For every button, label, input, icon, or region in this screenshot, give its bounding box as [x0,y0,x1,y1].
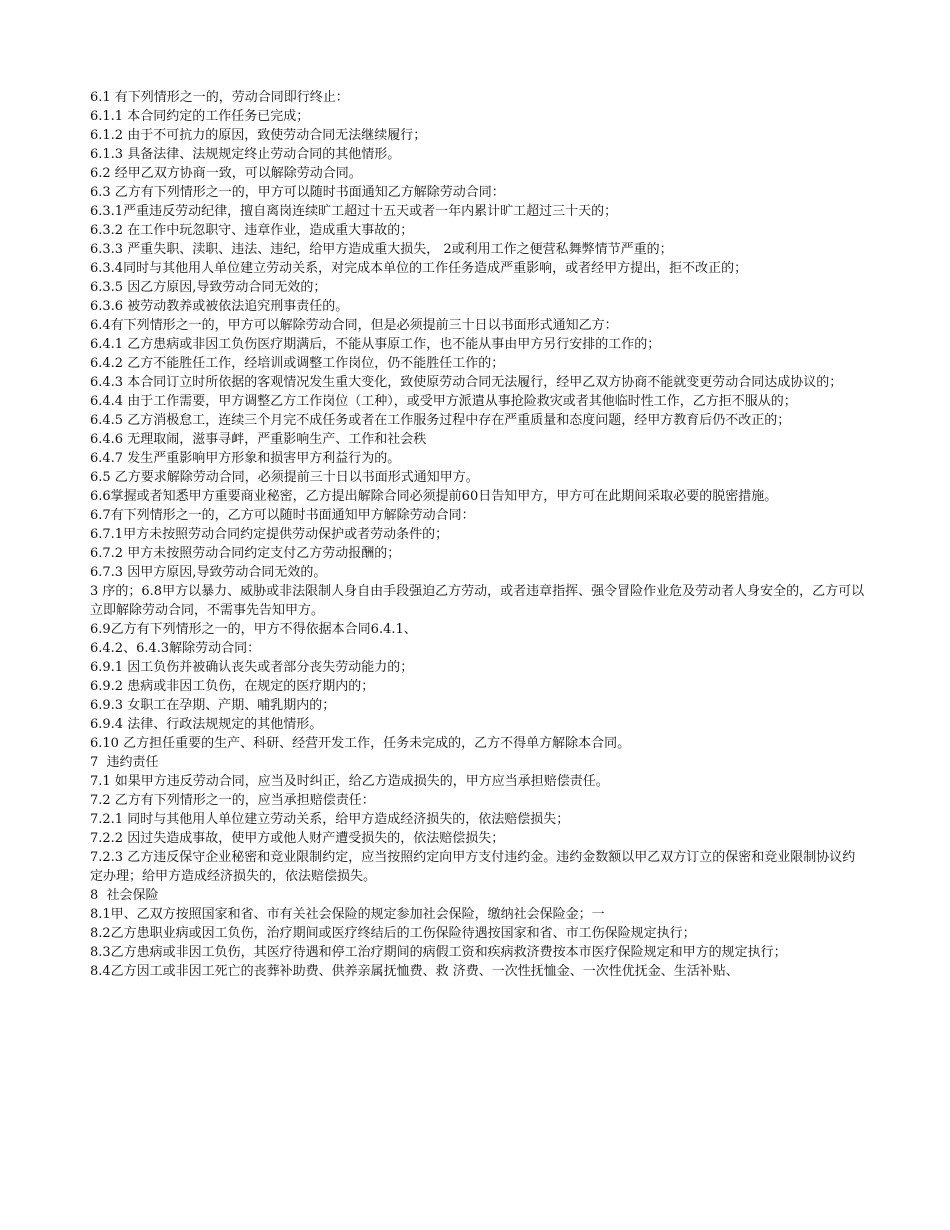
clause-line: 6.7.1甲方未按照劳动合同约定提供劳动保护或者劳动条件的； [90,527,449,542]
clause-line: 6.4.4 由于工作需要，甲方调整乙方工作岗位（工种），或受甲方派遣从事抢险救灾或者其他临时性工作，乙方拒不服从的； [90,394,797,409]
clause-line: 6.4.2、6.4.3解除劳动合同： [90,641,261,656]
clause-line: 7.2 乙方有下列情形之一的，应当承担赔偿责任： [90,793,375,808]
clause-line: 3 序的；6.8甲方以暴力、威胁或非法限制人身自由手段强迫乙方劳动，或者违章指挥、强令冒险作业危及劳动者人身安全的，乙方可以立即解除劳动合同，不需事先告知甲方。 [90,584,865,618]
clause-line: 6.3.2 在工作中玩忽职守、违章作业，造成重大事故的； [90,223,414,238]
clause-line: 6.9.2 患病或非因工负伤，在规定的医疗期内的； [90,679,375,694]
clause-line: 8.2乙方患职业病或因工负伤，治疗期间或医疗终结后的工伤保险待遇按国家和省、市工伤保险规定执行； [90,926,696,941]
clause-line: 6.2 经甲乙双方协商一致，可以解除劳动合同。 [90,166,362,181]
clause-line: 6.4.1 乙方患病或非因工负伤医疗期满后，不能从事原工作，也不能从事由甲方另行安排的工作的； [90,337,661,352]
document-body [90,88,865,981]
clause-line: 6.3.6 被劳动教养或被依法追究刑事责任的。 [90,299,349,314]
clause-line: 6.1.1 本合同约定的工作任务已完成； [90,109,310,124]
clause-line: 6.4.5 乙方消极怠工，连续三个月完不成任务或者在工作服务过程中存在严重质量和态度问题，经甲方教育后仍不改正的； [90,413,791,428]
clause-line: 6.6掌握或者知悉甲方重要商业秘密，乙方提出解除合同必须提前60日告知甲方，甲方可在此期间采取必要的脱密措施。 [90,489,778,504]
clause-line: 6.4.3 本合同订立时所依据的客观情况发生重大变化，致使原劳动合同无法履行，经甲乙双方协商不能就变更劳动合同达成协议的； [90,375,843,390]
clause-line: 6.10 乙方担任重要的生产、科研、经营开发工作，任务未完成的，乙方不得单方解除本合同。 [90,736,631,751]
clause-line: 6.4.7 发生严重影响甲方形象和损害甲方利益行为的。 [90,451,401,466]
clause-line: 6.4.2 乙方不能胜任工作，经培训或调整工作岗位，仍不能胜任工作的； [90,356,505,371]
clause-line: 6.4有下列情形之一的，甲方可以解除劳动合同，但是必须提前三十日以书面形式通知乙方： [90,318,618,333]
clause-line: 6.7.2 甲方未按照劳动合同约定支付乙方劳动报酬的； [90,546,401,561]
clause-line: 7.2.1 同时与其他用人单位建立劳动关系，给甲方造成经济损失的，依法赔偿损失； [90,812,570,827]
section-heading: 8 社会保险 [90,888,159,903]
clause-line: 6.1 有下列情形之一的，劳动合同即行终止： [90,90,349,105]
clause-line: 6.9.3 女职工在孕期、产期、哺乳期内的； [90,698,336,713]
clause-line: 6.9.4 法律、行政法规规定的其他情形。 [90,717,323,732]
clause-line: 6.3.1严重违反劳动纪律，擅自离岗连续旷工超过十五天或者一年内累计旷工超过三十天的； [90,204,618,219]
clause-line: 6.7.3 因甲方原因,导致劳动合同无效的。 [90,565,327,580]
clause-line: 6.1.3 具备法律、法规规定终止劳动合同的其他情形。 [90,147,401,162]
clause-line: 7.1 如果甲方违反劳动合同，应当及时纠正，给乙方造成损失的，甲方应当承担赔偿责任。 [90,774,609,789]
clause-line: 8.3乙方患病或非因工负伤，其医疗待遇和停工治疗期间的病假工资和疾病救济费按本市医疗保险规定和甲方的规定执行； [90,945,787,960]
clause-line: 8.1甲、乙双方按照国家和省、市有关社会保险的规定参加社会保险，缴纳社会保险金；一 [90,907,605,922]
clause-line: 6.7有下列情形之一的，乙方可以随时书面通知甲方解除劳动合同： [90,508,475,523]
clause-line: 7.2.3 乙方违反保守企业秘密和竞业限制约定，应当按照约定向甲方支付违约金。违约金数额以甲乙双方订立的保密和竞业限制协议约定办理；给甲方造成经济损失的，依法赔偿损失。 [90,850,856,884]
clause-line: 6.4.6 无理取闹，滋事寻衅，严重影响生产、工作和社会秩 [90,432,427,447]
clause-line: 6.3.3 严重失职、渎职、违法、违纪，给甲方造成重大损失， 2或利用工作之便营私舞弊情节严重的； [90,242,673,257]
clause-line: 6.3 乙方有下列情形之一的，甲方可以随时书面通知乙方解除劳动合同： [90,185,505,200]
clause-line: 6.9.1 因工负伤并被确认丧失或者部分丧失劳动能力的； [90,660,414,675]
clause-line: 8.4乙方因工或非因工死亡的丧葬补助费、供养亲属抚恤费、救 济费、一次性抚恤金、一次性优抚金、生活补贴、 [90,964,739,979]
clause-line: 6.1.2 由于不可抗力的原因，致使劳动合同无法继续履行； [90,128,427,143]
section-heading: 7 违约责任 [90,755,159,770]
clause-line: 7.2.2 因过失造成事故，使甲方或他人财产遭受损失的，依法赔偿损失； [90,831,505,846]
clause-line: 6.3.5 因乙方原因,导致劳动合同无效的； [90,280,327,295]
clause-line: 6.5 乙方要求解除劳动合同，必须提前三十日以书面形式通知甲方。 [90,470,479,485]
clause-line: 6.9乙方有下列情形之一的，甲方不得依据本合同6.4.1、 [90,622,417,637]
clause-line: 6.3.4同时与其他用人单位建立劳动关系，对完成本单位的工作任务造成严重影响，或者经甲方提出，拒不改正的； [90,261,748,276]
